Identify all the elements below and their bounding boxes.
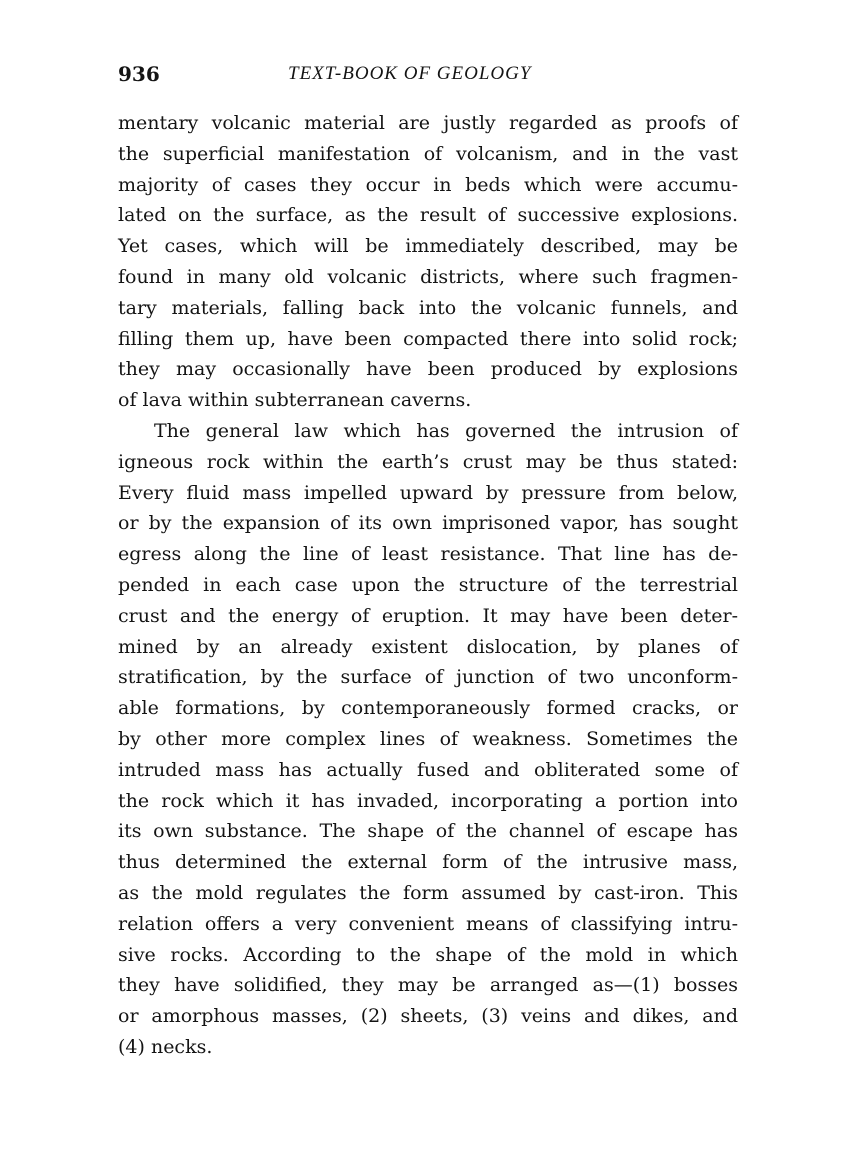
text-line: filling them up, have been compacted there into solid rock; (118, 327, 738, 350)
text-line: The general law which has governed the intrusion of (154, 419, 738, 442)
text-line: or amorphous masses, (2) sheets, (3) veins and dikes, and (118, 1005, 738, 1028)
text-line: tary materials, falling back into the volcanic funnels, and (118, 296, 738, 319)
text-line: igneous rock within the earth’s crust may be thus stated: (118, 450, 738, 473)
text-line: majority of cases they occur in beds which were accumu- (118, 173, 738, 196)
paragraph-1 (118, 108, 738, 416)
text-line: its own substance. The shape of the channel of escape has (118, 820, 738, 843)
text-line: egress along the line of least resistance. That line has de- (118, 543, 738, 566)
text-line: by other more complex lines of weakness. Sometimes the (118, 727, 738, 750)
text-line: stratification, by the surface of junction of two unconform- (118, 666, 738, 689)
text-line: Yet cases, which will be immediately described, may be (118, 235, 738, 258)
text-line: the rock which it has invaded, incorporating a portion into (118, 789, 738, 812)
text-line: crust and the energy of eruption. It may have been deter- (118, 604, 738, 627)
text-line: relation offers a very convenient means of classifying intru- (118, 912, 738, 935)
text-line: able formations, by contemporaneously formed cracks, or (118, 697, 738, 720)
text-line: mined by an already existent dislocation, by planes of (118, 635, 738, 658)
text-line: (4) necks. (118, 1035, 213, 1058)
paragraph-2 (118, 416, 738, 1063)
text-line: Every fluid mass impelled upward by pressure from below, (118, 481, 738, 504)
text-line: thus determined the external form of the intrusive mass, (118, 851, 738, 874)
body-text (118, 108, 738, 1063)
running-head (118, 62, 738, 86)
text-line: as the mold regulates the form assumed by cast-iron. This (118, 881, 738, 904)
page-number: 936 (118, 62, 160, 86)
text-line: or by the expansion of its own imprisoned vapor, has sought (118, 512, 738, 535)
text-line: mentary volcanic material are justly regarded as proofs of (118, 112, 738, 134)
running-title: TEXT-BOOK OF GEOLOGY (288, 63, 532, 84)
text-line: lated on the surface, as the result of successive explosions. (118, 204, 738, 227)
text-line: the superficial manifestation of volcanism, and in the vast (118, 142, 738, 165)
text-line: they have solidified, they may be arranged as—(1) bosses (118, 974, 738, 997)
text-line: sive rocks. According to the shape of the mold in which (118, 943, 738, 966)
text-line: pended in each case upon the structure of the terrestrial (118, 573, 738, 596)
text-line: found in many old volcanic districts, where such fragmen- (118, 265, 738, 288)
text-line: they may occasionally have been produced by explosions (118, 358, 738, 381)
text-line: of lava within subterranean caverns. (118, 389, 472, 412)
text-line: intruded mass has actually fused and obliterated some of (118, 758, 738, 781)
